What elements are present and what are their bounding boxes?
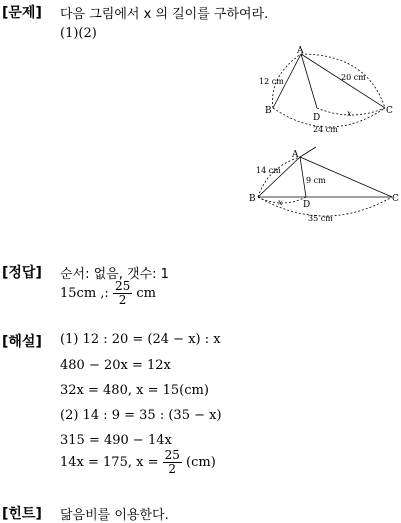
fig1-label-b: B [265,106,272,116]
figure-2 [248,145,400,227]
answer-unit: cm [136,286,156,301]
fig2-label-bc: 35 cm [308,214,333,223]
solution-line-5: 315 = 490 − 14x [60,433,172,448]
fig2-label-b: B [249,194,256,204]
problem-tag: [문제] [2,5,42,21]
fig1-bisector-ad [301,54,317,108]
answer-tag: [정답] [2,265,42,281]
hint-tag: [힌트] [2,506,42,522]
fig2-label-ab: 14 cm [256,166,281,175]
problem-parts: (1)(2) [60,26,97,41]
fig1-label-d: D [313,113,321,123]
fig2-side-ab [258,157,300,197]
fig1-label-bc: 24 cm [313,125,338,134]
fig1-label-a: A [297,46,304,56]
answer-line2 [60,280,156,307]
solution-line-2: 480 − 20x = 12x [60,358,171,373]
solution-line-3: 32x = 480, x = 15(cm) [60,383,209,398]
answer-frac-den: 2 [118,293,127,307]
fig2-label-x: x [278,198,283,207]
fig2-label-a: A [292,150,299,160]
answer-value-1: 15cm ,: [60,286,113,301]
fig2-label-c: C [392,194,399,204]
fig1-label-c: C [386,106,393,116]
fig2-label-d: D [303,200,311,210]
fig2-ext-line [300,147,316,157]
solution-fraction [163,449,182,476]
fig2-label-ad: 9 cm [306,176,326,185]
fig1-label-ab: 12 cm [259,77,284,86]
solution-frac-den: 2 [168,462,177,476]
hint-text: 닮음비를 이용한다. [60,508,169,523]
fig1-label-x: x [347,109,352,118]
answer-line1: 순서: 없음, 갯수: 1 [60,267,169,282]
solution-line-4: (2) 14 : 9 = 35 : (35 − x) [60,408,222,423]
fig1-label-ac: 20 cm [341,73,366,82]
answer-fraction [113,280,132,307]
solution-unit: (cm) [186,455,216,470]
figure-1 [255,44,400,136]
solution-line-1: (1) 12 : 20 = (24 − x) : x [60,332,221,347]
solution-line-6 [60,449,216,476]
solution-frac-num: 25 [164,448,180,462]
solution-tag: [해설] [2,334,42,350]
answer-frac-num: 25 [114,279,131,293]
problem-statement: 다음 그림에서 x 의 길이를 구하여라. [60,7,269,22]
solution-line-6-prefix: 14x = 175, x = [60,455,163,470]
